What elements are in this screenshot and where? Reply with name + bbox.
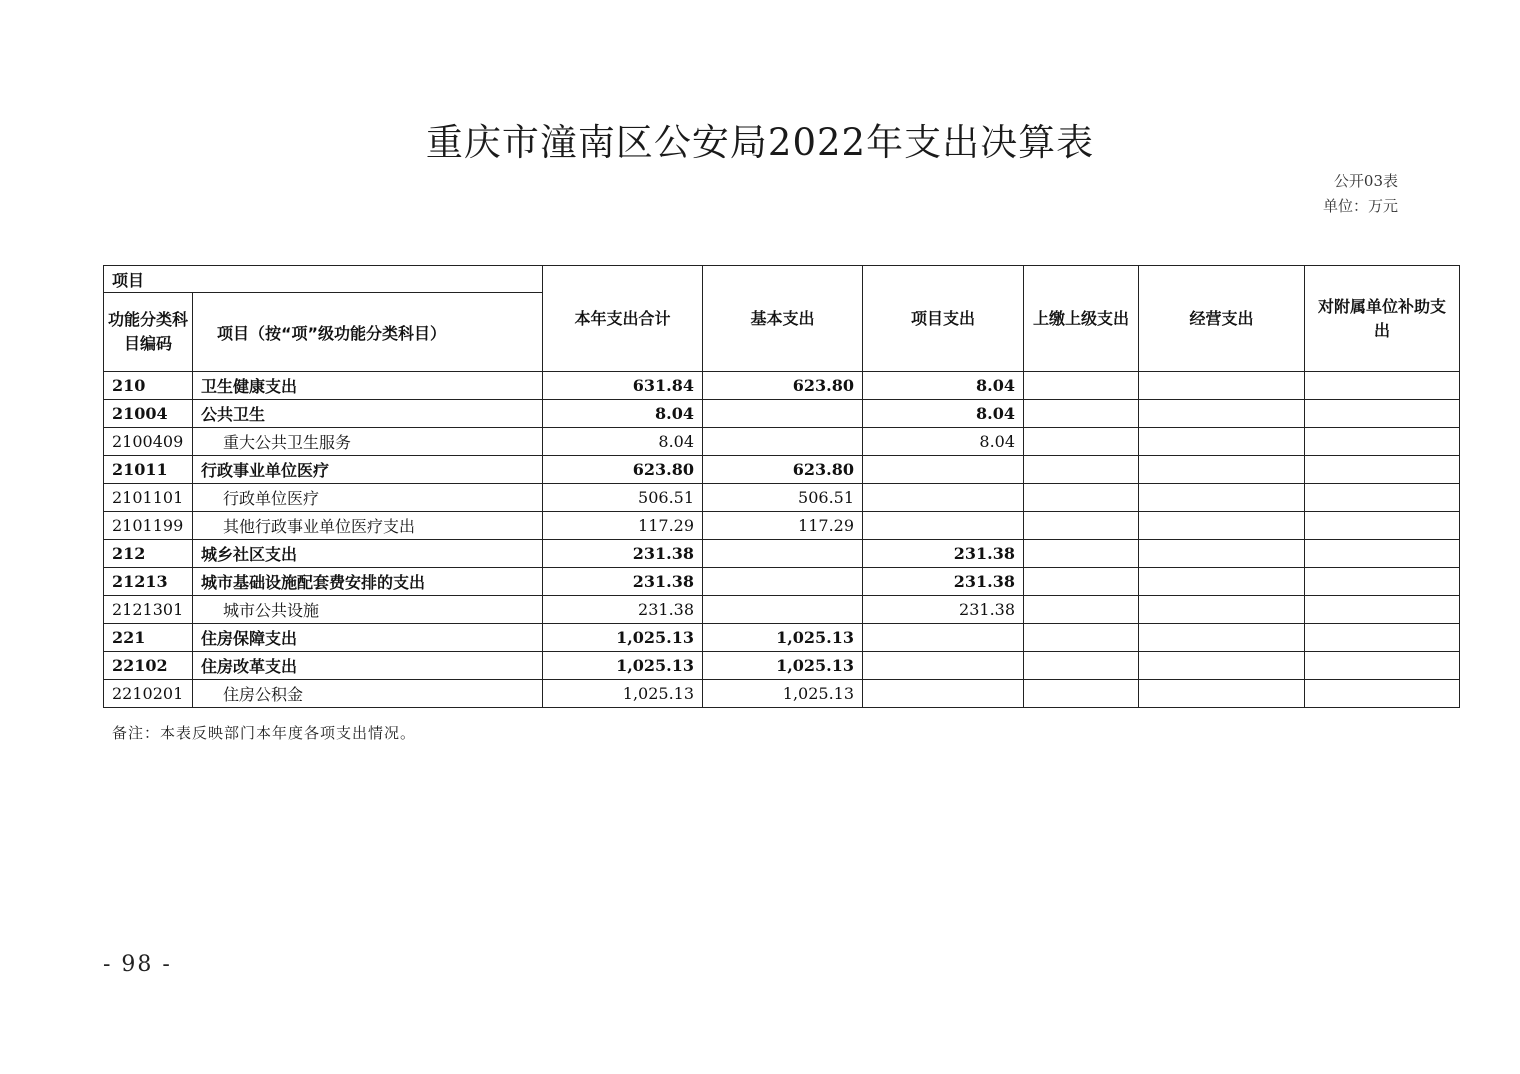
expenditure-table (103, 265, 1460, 708)
header-subsidy: 对附属单位补助支出 (1305, 266, 1460, 372)
row-business (1139, 400, 1305, 428)
row-project-expense (863, 512, 1024, 540)
row-project-expense (863, 652, 1024, 680)
row-total: 1,025.13 (543, 680, 703, 708)
row-code: 210 (104, 372, 193, 400)
header-basic: 基本支出 (703, 266, 863, 372)
row-business (1139, 568, 1305, 596)
row-code: 2121301 (104, 596, 193, 624)
row-total: 8.04 (543, 400, 703, 428)
row-subsidy (1305, 680, 1460, 708)
row-basic (703, 540, 863, 568)
row-total: 506.51 (543, 484, 703, 512)
row-code: 221 (104, 624, 193, 652)
row-upper (1024, 512, 1139, 540)
row-name: 卫生健康支出 (193, 372, 543, 400)
table-row (104, 596, 1460, 624)
row-name: 行政事业单位医疗 (193, 456, 543, 484)
row-basic: 623.80 (703, 372, 863, 400)
header-func-code: 功能分类科目编码 (104, 293, 193, 372)
unit-label: 单位：万元 (1322, 197, 1398, 215)
row-business (1139, 428, 1305, 456)
row-upper (1024, 624, 1139, 652)
row-name: 行政单位医疗 (193, 484, 543, 512)
row-subsidy (1305, 372, 1460, 400)
row-business (1139, 624, 1305, 652)
row-project-expense: 231.38 (863, 596, 1024, 624)
row-name: 重大公共卫生服务 (193, 428, 543, 456)
row-project-expense (863, 456, 1024, 484)
row-project-expense (863, 484, 1024, 512)
row-subsidy (1305, 428, 1460, 456)
row-subsidy (1305, 624, 1460, 652)
row-upper (1024, 680, 1139, 708)
table-row (104, 428, 1460, 456)
row-business (1139, 512, 1305, 540)
row-name: 住房保障支出 (193, 624, 543, 652)
table-row (104, 400, 1460, 428)
table-row (104, 456, 1460, 484)
row-code: 2210201 (104, 680, 193, 708)
row-total: 231.38 (543, 568, 703, 596)
table-row (104, 512, 1460, 540)
row-total: 117.29 (543, 512, 703, 540)
row-upper (1024, 596, 1139, 624)
row-project-expense: 8.04 (863, 372, 1024, 400)
row-business (1139, 456, 1305, 484)
row-basic: 1,025.13 (703, 624, 863, 652)
header-total: 本年支出合计 (543, 266, 703, 372)
header-business: 经营支出 (1139, 266, 1305, 372)
row-subsidy (1305, 400, 1460, 428)
row-total: 1,025.13 (543, 624, 703, 652)
row-business (1139, 652, 1305, 680)
table-row (104, 372, 1460, 400)
row-project-expense: 231.38 (863, 568, 1024, 596)
table-row (104, 680, 1460, 708)
table-code: 公开03表 (1333, 172, 1398, 190)
row-business (1139, 596, 1305, 624)
row-business (1139, 680, 1305, 708)
row-name: 公共卫生 (193, 400, 543, 428)
row-code: 21011 (104, 456, 193, 484)
row-project-expense (863, 680, 1024, 708)
row-name: 其他行政事业单位医疗支出 (193, 512, 543, 540)
row-basic: 506.51 (703, 484, 863, 512)
row-basic: 1,025.13 (703, 652, 863, 680)
row-name: 城市公共设施 (193, 596, 543, 624)
page-number: - 98 - (103, 952, 172, 977)
row-basic (703, 596, 863, 624)
row-code: 2101199 (104, 512, 193, 540)
header-project-expense: 项目支出 (863, 266, 1024, 372)
page-title: 重庆市潼南区公安局2022年支出决算表 (425, 121, 1095, 164)
row-subsidy (1305, 568, 1460, 596)
row-total: 631.84 (543, 372, 703, 400)
row-code: 21004 (104, 400, 193, 428)
row-subsidy (1305, 512, 1460, 540)
row-basic: 623.80 (703, 456, 863, 484)
header-project: 项目 (104, 266, 543, 293)
row-subsidy (1305, 596, 1460, 624)
row-subsidy (1305, 484, 1460, 512)
row-code: 212 (104, 540, 193, 568)
row-subsidy (1305, 540, 1460, 568)
row-basic (703, 400, 863, 428)
row-basic: 117.29 (703, 512, 863, 540)
row-upper (1024, 428, 1139, 456)
table-body (104, 372, 1460, 708)
row-upper (1024, 456, 1139, 484)
row-name: 住房改革支出 (193, 652, 543, 680)
row-total: 231.38 (543, 596, 703, 624)
row-business (1139, 484, 1305, 512)
row-name: 城市基础设施配套费安排的支出 (193, 568, 543, 596)
row-total: 8.04 (543, 428, 703, 456)
row-total: 231.38 (543, 540, 703, 568)
row-total: 623.80 (543, 456, 703, 484)
row-basic: 1,025.13 (703, 680, 863, 708)
row-code: 22102 (104, 652, 193, 680)
row-code: 21213 (104, 568, 193, 596)
row-business (1139, 372, 1305, 400)
row-upper (1024, 400, 1139, 428)
table-row (104, 484, 1460, 512)
table-row (104, 568, 1460, 596)
row-upper (1024, 652, 1139, 680)
row-name: 城乡社区支出 (193, 540, 543, 568)
row-project-expense: 8.04 (863, 428, 1024, 456)
row-name: 住房公积金 (193, 680, 543, 708)
row-upper (1024, 540, 1139, 568)
header-upper: 上缴上级支出 (1024, 266, 1139, 372)
row-upper (1024, 372, 1139, 400)
row-business (1139, 540, 1305, 568)
row-upper (1024, 568, 1139, 596)
header-func-name: 项目（按“项”级功能分类科目） (193, 293, 543, 372)
row-total: 1,025.13 (543, 652, 703, 680)
table-row (104, 624, 1460, 652)
row-basic (703, 428, 863, 456)
footnote: 备注：本表反映部门本年度各项支出情况。 (112, 724, 417, 742)
row-basic (703, 568, 863, 596)
row-project-expense (863, 624, 1024, 652)
row-subsidy (1305, 652, 1460, 680)
row-upper (1024, 484, 1139, 512)
table-row (104, 540, 1460, 568)
row-project-expense: 8.04 (863, 400, 1024, 428)
row-code: 2100409 (104, 428, 193, 456)
row-code: 2101101 (104, 484, 193, 512)
table-row (104, 652, 1460, 680)
row-project-expense: 231.38 (863, 540, 1024, 568)
row-subsidy (1305, 456, 1460, 484)
